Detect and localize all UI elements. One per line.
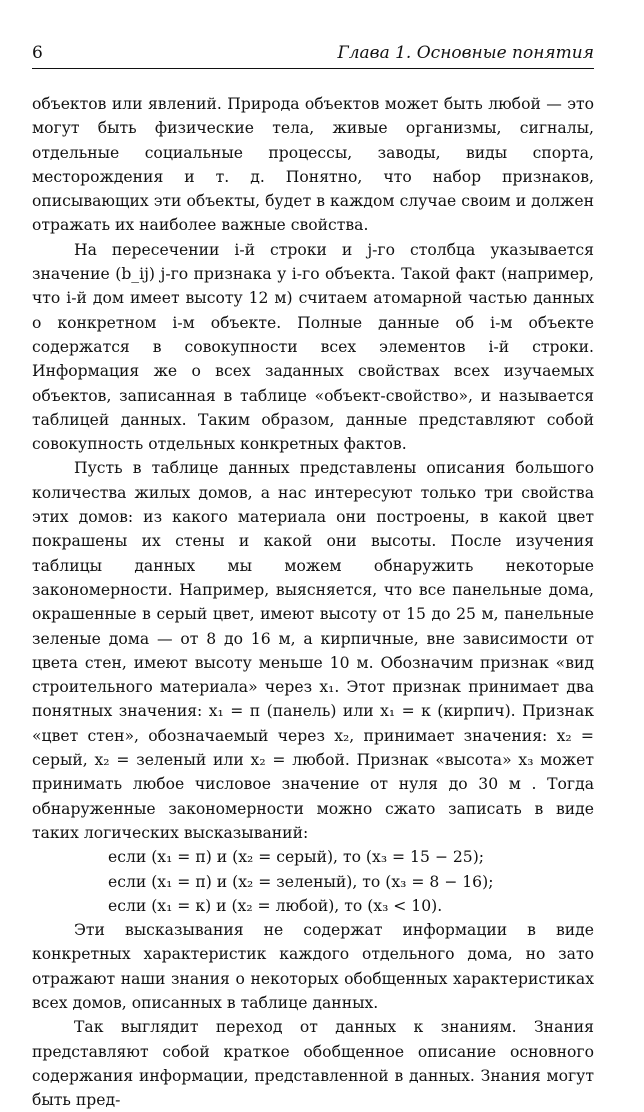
header-rule [32, 68, 594, 69]
paragraph: объектов или явлений. Природа объектов может быть любой — это могут быть физические тела, живые организмы, сигналы, отдельные социальные процессы, заводы, виды спорта, месторождения и т. д. Понятно, что набор признаков, описывающих эти объекты, будет в каждом случае своим и должен отражать их наиболее важные свойства. [32, 95, 594, 235]
page-header [32, 42, 594, 66]
formula-block [32, 845, 594, 918]
formula-line: если (x₁ = к) и (x₂ = любой), то (x₃ < 10). [108, 896, 443, 915]
paragraph: На пересечении i-й строки и j-го столбца указывается значение (b_ij) j-го признака у i-го объекта. Такой факт (например, что i-й дом имеет высоту 12 м) считаем атомарной частью данных о конкретном i-м объекте. Полные данные об i-м объекте содержатся в совокупности всех элементов i-й строки. Информация же о всех заданных свойствах всех изучаемых объектов, записанная в таблице «объект-свойство», и называется таблицей данных. Таким образом, данные представляют собой совокупность отдельных конкретных фактов. [32, 240, 594, 454]
page [32, 42, 594, 1112]
running-head: Глава 1. Основные понятия [337, 43, 594, 63]
paragraph: Пусть в таблице данных представлены описания большого количества жилых домов, а нас интересуют только три свойства этих домов: из какого материала они построены, в какой цвет покрашены их стены и какой они высоты. После изучения таблицы данных мы можем обнаружить некоторые закономерности. Например, выясняется, что все панельные дома, окрашенные в серый цвет, имеют высоту от 15 до 25 м, панельные зеленые дома — от 8 до 16 м, а кирпичные, вне зависимости от цвета стен, имеют высоту меньше 10 м. Обозначим признак «вид строительного материала» через x₁. Этот признак принимает два понятных значения: x₁ = п (панель) или x₁ = к (кирпич). Признак «цвет стен», обозначаемый через x₂, принимает значения: x₂ = серый, x₂ = зеленый или x₂ = любой. Признак «высота» x₃ может принимать любое числовое значение от нуля до 30 м . Тогда обнаруженные закономерности можно сжато записать в виде таких логических высказываний: [32, 459, 594, 842]
formula-line: если (x₁ = п) и (x₂ = зеленый), то (x₃ = 8 − 16); [108, 872, 494, 891]
formula-line: если (x₁ = п) и (x₂ = серый), то (x₃ = 15 − 25); [108, 848, 485, 867]
paragraph: Так выглядит переход от данных к знаниям. Знания представляют собой краткое обобщенное описание основного содержания информации, представленной в данных. Знания могут быть пред- [32, 1018, 594, 1110]
page-number: 6 [32, 43, 43, 63]
body-text [32, 92, 594, 1112]
paragraph: Эти высказывания не содержат информации в виде конкретных характеристик каждого отдельного дома, но зато отражают наши знания о некоторых обобщенных характеристиках всех домов, описанных в таблице данных. [32, 921, 594, 1012]
